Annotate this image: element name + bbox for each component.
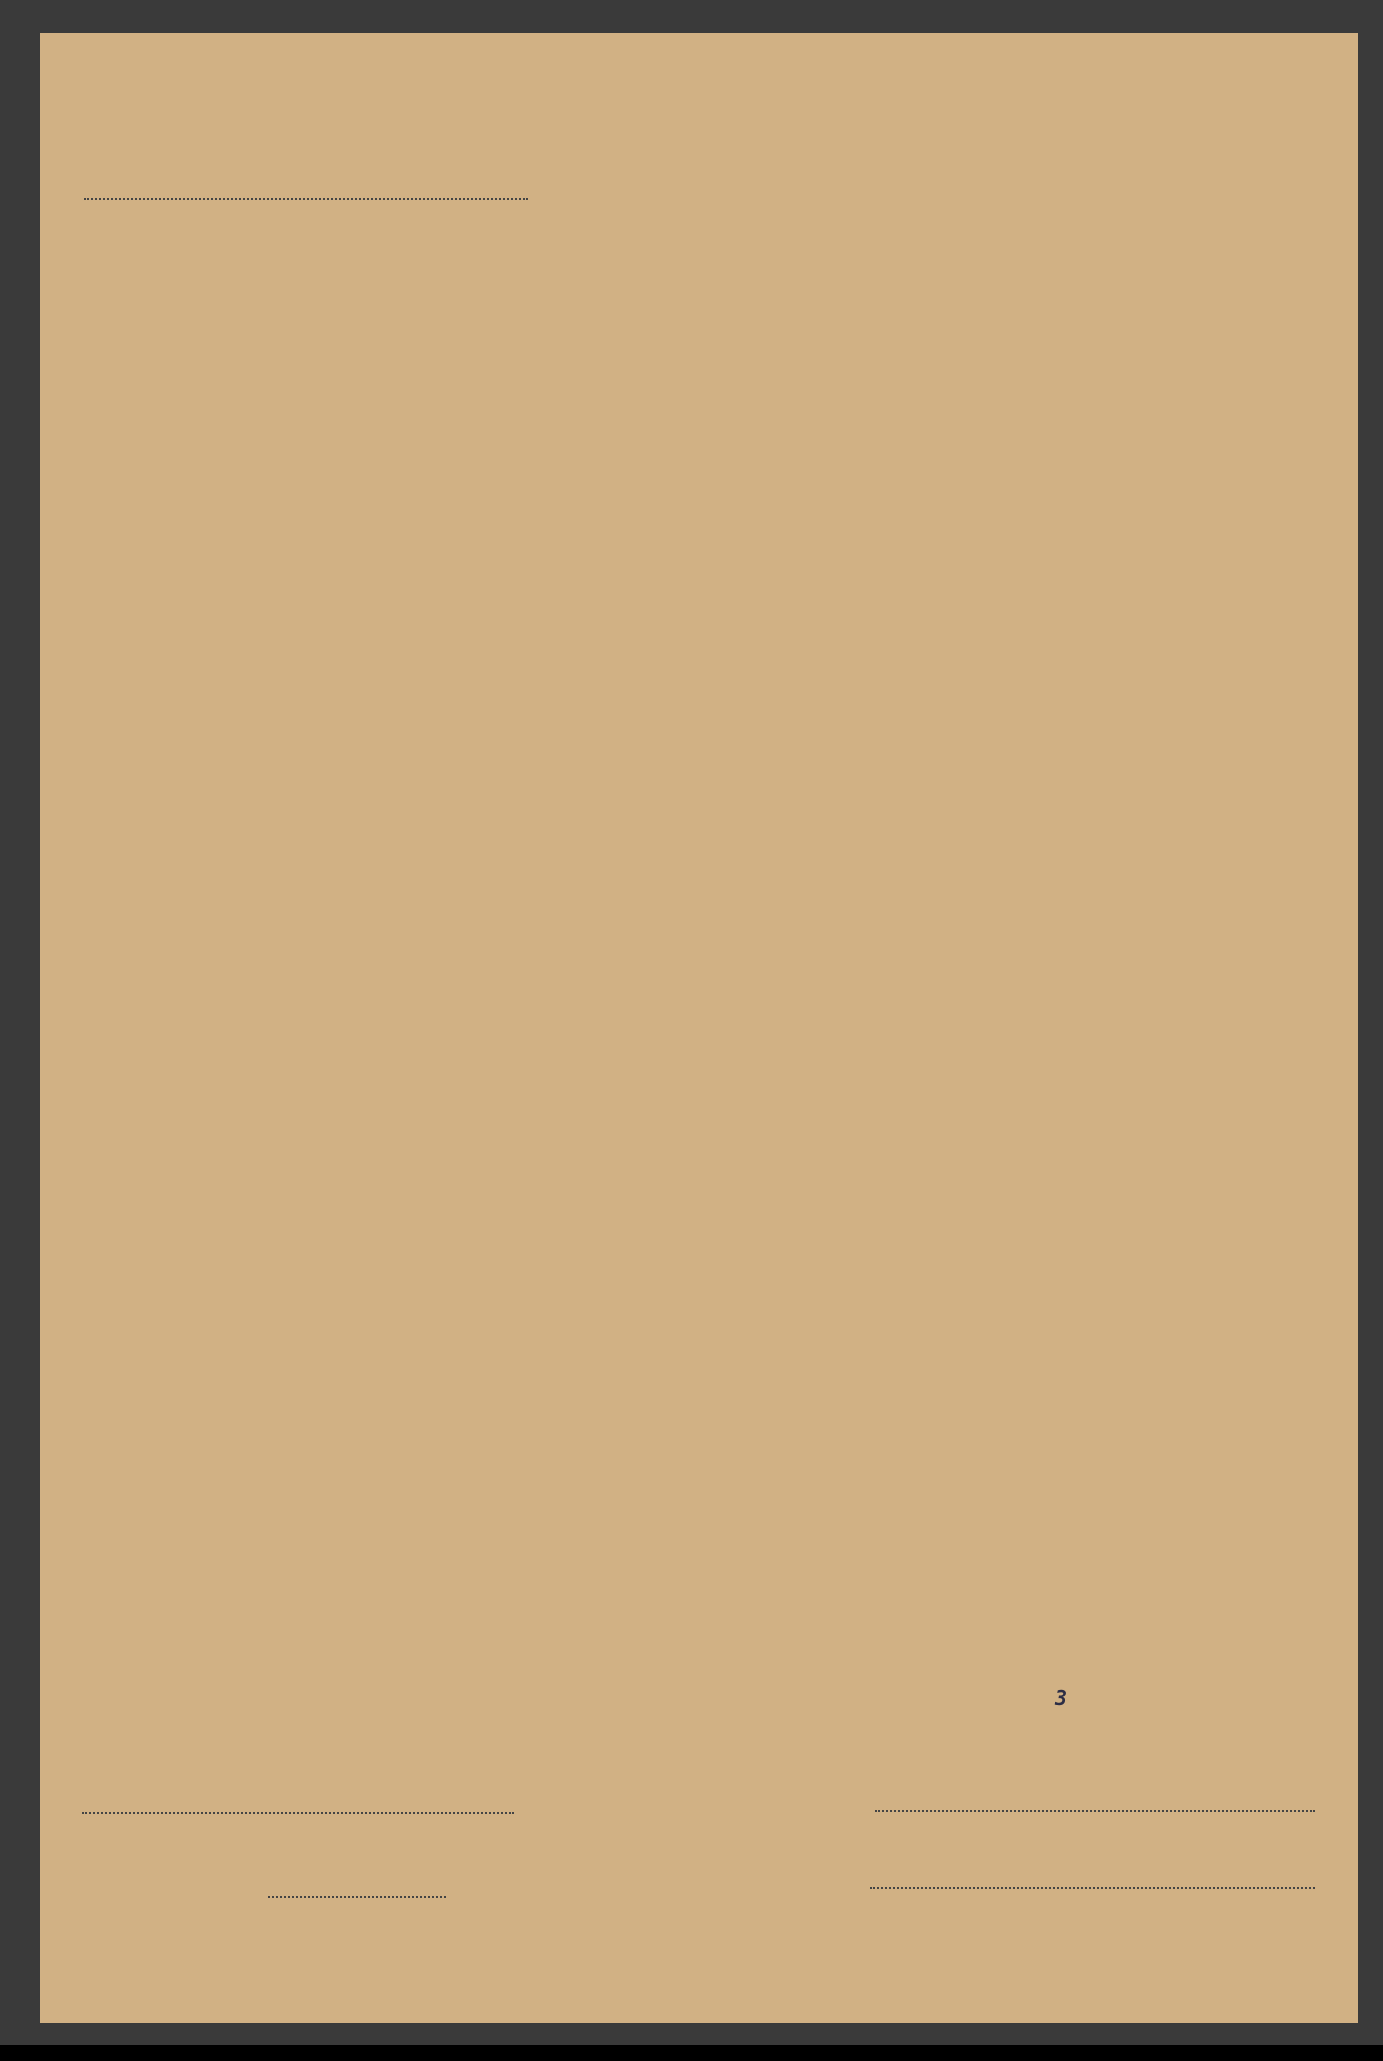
footer-unit-dotline <box>82 1812 514 1814</box>
date-dotline <box>268 1896 446 1898</box>
archive-bar <box>0 2045 1383 2061</box>
total-rtotal: 3 <box>1055 1686 1068 1710</box>
formation-dotline <box>870 1887 1315 1889</box>
signature-dotline <box>875 1810 1315 1812</box>
